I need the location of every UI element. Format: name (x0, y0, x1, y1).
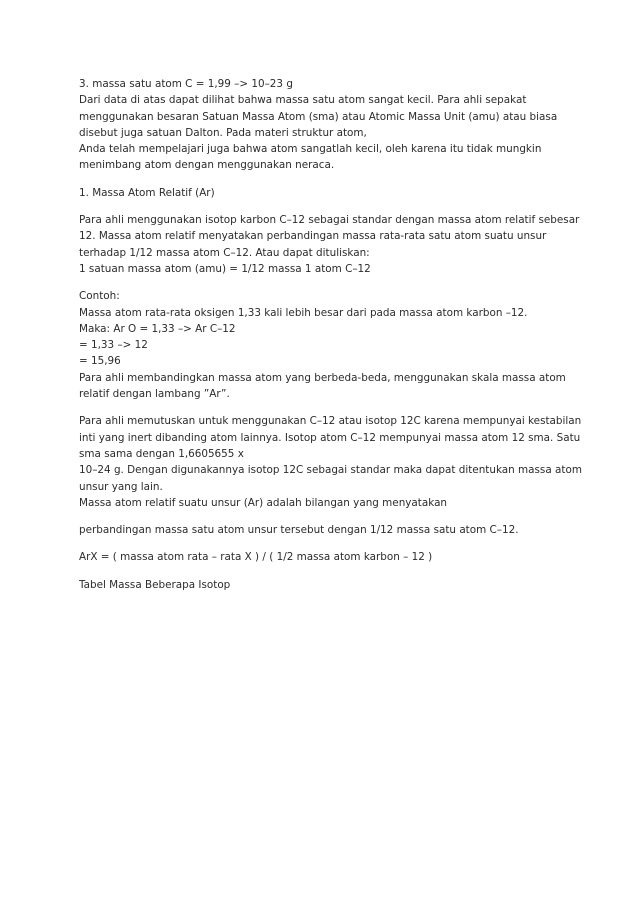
table-caption (79, 577, 579, 593)
text-line: Anda telah mempelajari juga bahwa atom sangatlah kecil, oleh karena itu tidak mungkin (79, 143, 542, 156)
document-body (79, 76, 582, 604)
text-line: Contoh: (79, 290, 120, 303)
text-line: Maka: Ar O = 1,33 –> Ar C–12 (79, 322, 236, 335)
text-line: 3. massa satu atom C = 1,99 –> 10–23 g (79, 78, 293, 90)
text-line: Para ahli menggunakan isotop karbon C–12 sebagai standar dengan massa atom relatif sebesar (79, 214, 580, 227)
text-line: Massa atom relatif suatu unsur (Ar) adalah bilangan yang menyatakan (79, 496, 448, 509)
paragraph-comparison (79, 522, 579, 538)
text-line: inti yang inert dibanding atom lainnya. Isotop atom C–12 mempunyai massa atom 12 sma. Satu (79, 431, 581, 444)
text-line: menimbang atom dengan menggunakan neraca. (79, 159, 335, 172)
text-line: 12. Massa atom relatif menyatakan perbandingan massa rata-rata satu atom suatu unsur (79, 230, 547, 243)
paragraph-intro (79, 76, 579, 174)
text-line: = 1,33 –> 12 (79, 339, 148, 352)
text-line: perbandingan massa satu atom unsur tersebut dengan 1/12 massa satu atom C–12. (79, 524, 519, 537)
text-line: 10–24 g. Dengan digunakannya isotop 12C sebagai standar maka dapat ditentukan massa atom (79, 464, 582, 477)
text-line: relatif dengan lambang ”Ar”. (79, 388, 230, 401)
paragraph-example (79, 288, 579, 402)
paragraph-definition (79, 212, 579, 277)
section-heading (79, 185, 579, 201)
formula-line (79, 549, 579, 565)
text-line: Para ahli memutuskan untuk menggunakan C–12 atau isotop 12C karena mempunyai kestabilan (79, 415, 582, 428)
text-line: Massa atom rata-rata oksigen 1,33 kali lebih besar dari pada massa atom karbon –12. (79, 306, 528, 319)
text-line: terhadap 1/12 massa atom C–12. Atau dapat dituliskan: (79, 246, 370, 259)
paragraph-standard (79, 413, 582, 511)
text-line: Para ahli membandingkan massa atom yang berbeda-beda, menggunakan skala massa atom (79, 371, 566, 384)
text-line: 1. Massa Atom Relatif (Ar) (79, 186, 215, 199)
text-line: 1 satuan massa atom (amu) = 1/12 massa 1 atom C–12 (79, 262, 371, 275)
text-line: unsur yang lain. (79, 480, 163, 493)
text-line: Tabel Massa Beberapa Isotop (79, 578, 231, 591)
text-line: menggunakan besaran Satuan Massa Atom (sma) atau Atomic Massa Unit (amu) atau biasa (79, 110, 558, 123)
text-line: = 15,96 (79, 355, 121, 368)
text-line: disebut juga satuan Dalton. Pada materi struktur atom, (79, 126, 367, 139)
text-line: ArX = ( massa atom rata – rata X ) / ( 1/2 massa atom karbon – 12 ) (79, 551, 433, 564)
text-line: sma sama dengan 1,6605655 x (79, 447, 244, 460)
text-line: Dari data di atas dapat dilihat bahwa massa satu atom sangat kecil. Para ahli sepakat (79, 94, 527, 107)
